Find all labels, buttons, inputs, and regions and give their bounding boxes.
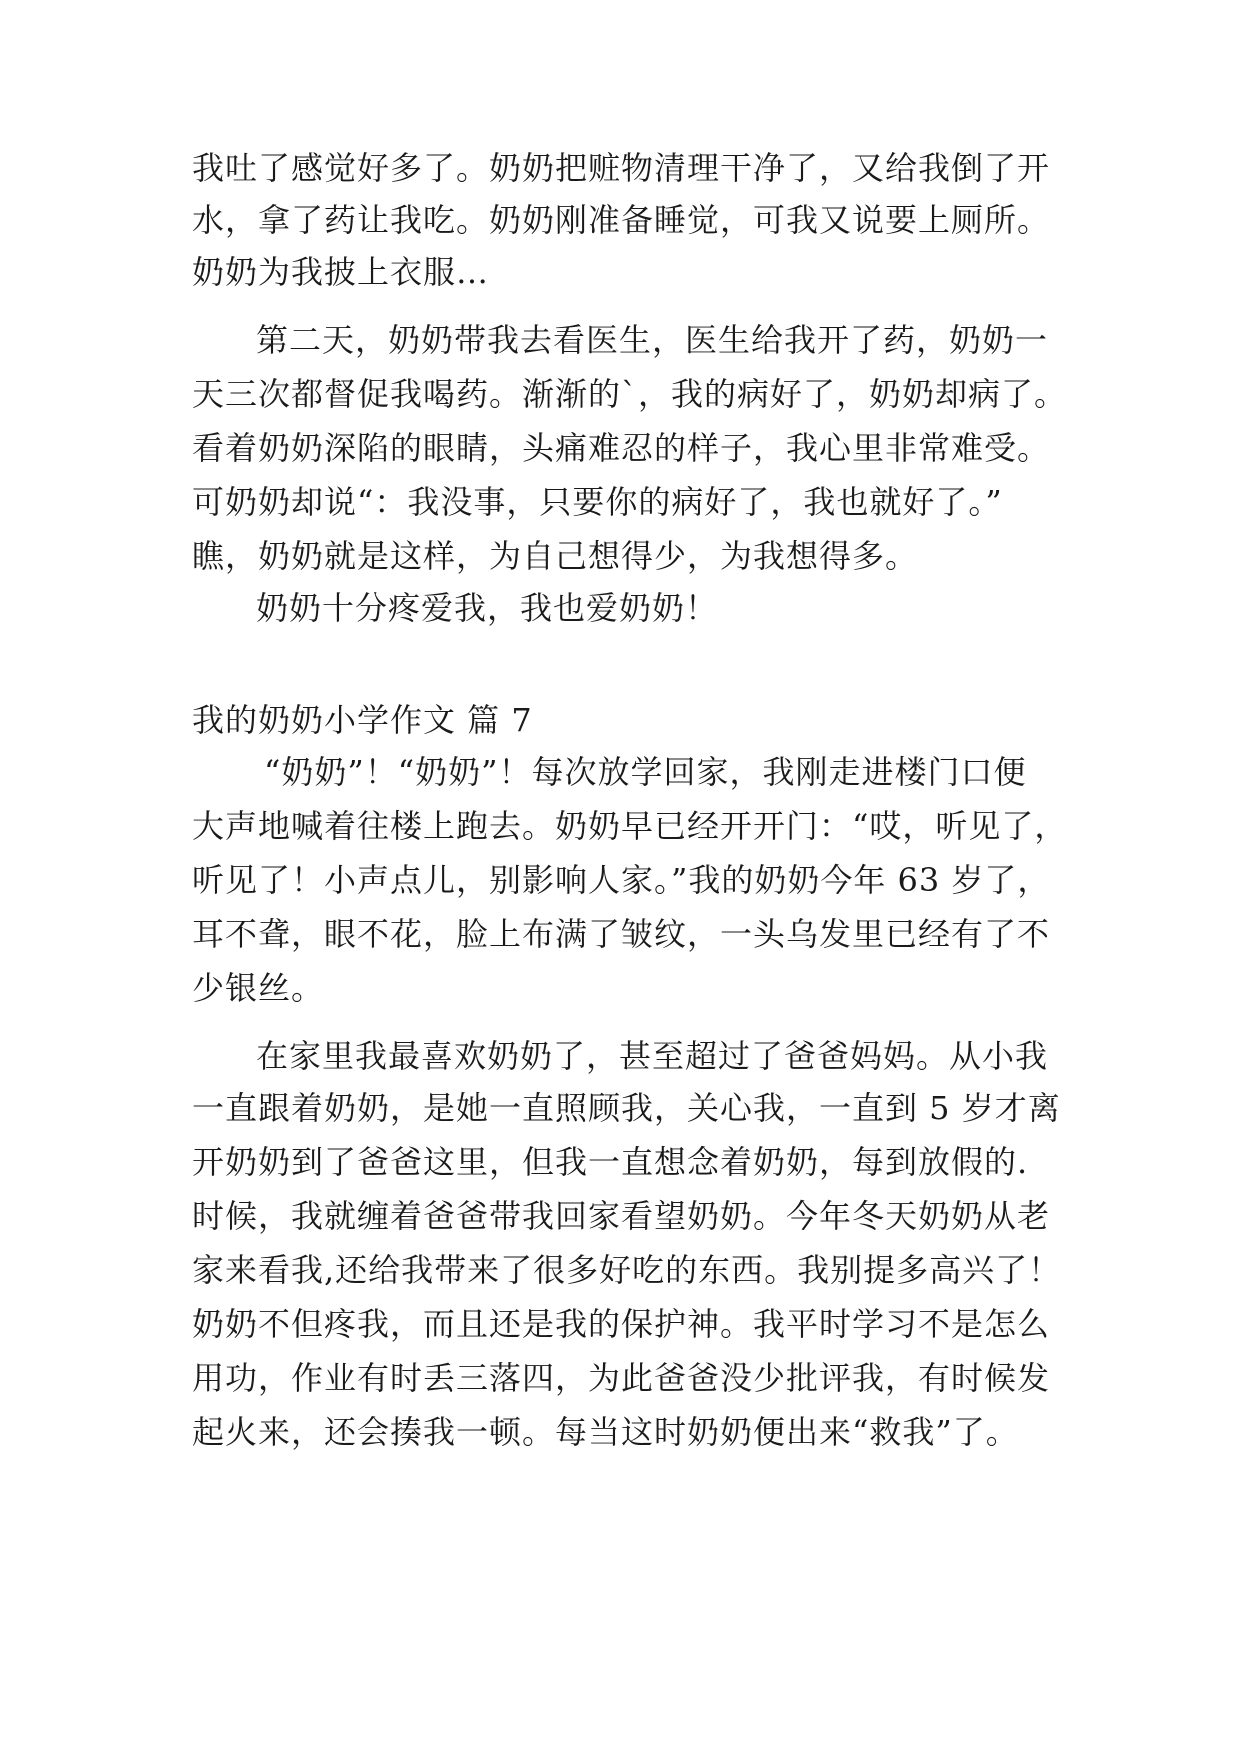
text-line: 可奶奶却说“：我没事，只要你的病好了，我也就好了。” bbox=[192, 483, 1003, 521]
text-line: 时候，我就缠着爸爸带我回家看望奶奶。今年冬天奶奶从老 bbox=[192, 1197, 1051, 1235]
text-line: 奶奶为我披上衣服… bbox=[192, 253, 490, 291]
text-line: 开奶奶到了爸爸这里，但我一直想念着奶奶，每到放假的. bbox=[192, 1143, 1029, 1181]
text-line: 家来看我,还给我带来了很多好吃的东西。我别提多高兴了！ bbox=[192, 1251, 1062, 1289]
text-line: 看着奶奶深陷的眼睛，头痛难忍的样子，我心里非常难受。 bbox=[192, 429, 1051, 467]
paragraph-start-line: 第二天，奶奶带我去看医生，医生给我开了药，奶奶一 bbox=[256, 321, 1049, 359]
text-line: 一直跟着奶奶，是她一直照顾我，关心我，一直到 5 岁才离 bbox=[192, 1089, 1061, 1127]
paragraph-start-line: “奶奶”！“奶奶”！每次放学回家，我刚走进楼门口便 bbox=[264, 753, 1027, 791]
text-line: 水，拿了药让我吃。奶奶刚准备睡觉，可我又说要上厕所。 bbox=[192, 201, 1051, 239]
text-line: 天三次都督促我喝药。渐渐的`，我的病好了，奶奶却病了。 bbox=[192, 375, 1068, 413]
text-line: 大声地喊着往楼上跑去。奶奶早已经开开门：“哎，听见了， bbox=[192, 807, 1068, 845]
text-line: 用功，作业有时丢三落四，为此爸爸没少批评我，有时候发 bbox=[192, 1359, 1051, 1397]
text-line: 瞧，奶奶就是这样，为自己想得少，为我想得多。 bbox=[192, 537, 919, 575]
text-line: 耳不聋，眼不花，脸上布满了皱纹，一头乌发里已经有了不 bbox=[192, 915, 1051, 953]
paragraph-start-line: 奶奶十分疼爱我，我也爱奶奶！ bbox=[256, 589, 719, 627]
text-line: 奶奶不但疼我，而且还是我的保护神。我平时学习不是怎么 bbox=[192, 1305, 1051, 1343]
section-heading: 我的奶奶小学作文 篇 7 bbox=[192, 701, 533, 739]
text-line: 少银丝。 bbox=[192, 969, 325, 1007]
text-line: 听见了！小声点儿，别影响人家。”我的奶奶今年 63 岁了， bbox=[192, 861, 1051, 899]
text-line: 我吐了感觉好多了。奶奶把赃物清理干净了，又给我倒了开 bbox=[192, 149, 1051, 187]
paragraph-start-line: 在家里我最喜欢奶奶了，甚至超过了爸爸妈妈。从小我 bbox=[256, 1037, 1049, 1075]
text-line: 起火来，还会揍我一顿。每当这时奶奶便出来“救我”了。 bbox=[192, 1413, 1019, 1451]
